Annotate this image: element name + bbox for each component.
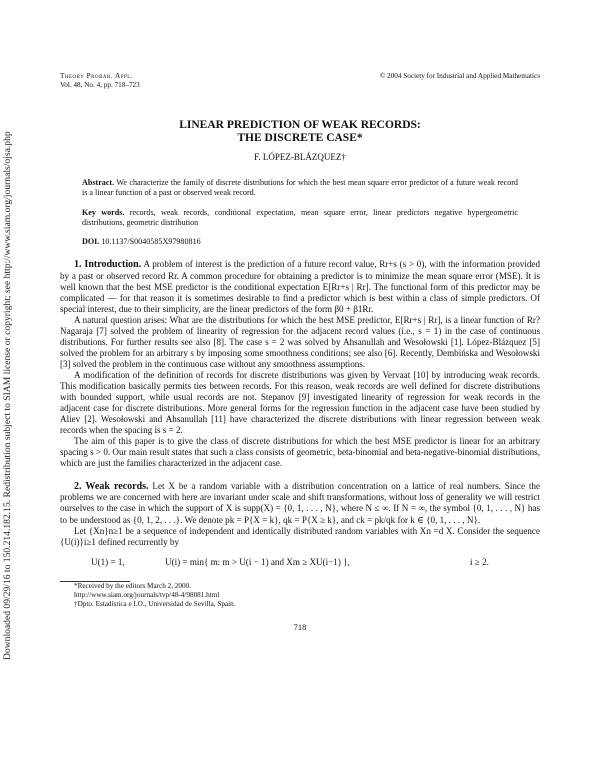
title-line-1: LINEAR PREDICTION OF WEAK RECORDS: <box>179 119 421 131</box>
title-line-2: THE DISCRETE CASE* <box>237 132 363 144</box>
intro-paragraph-1 <box>60 259 540 314</box>
journal-info <box>60 72 140 89</box>
intro-paragraph-3: A modification of the definition of records for discrete distributions was given by Vervaat [10] by introducing weak records. This modification basically permits ties between records. For this reason, weak records are well defined for discrete distributions with bounded support, while usual records are not. Stepanov [9] investigated linearity of regression for weak records in the adjacent case for discrete distributions. More general forms for the regression function in the adjacent case have been studied by Aliev [2]. Wesołowski and Ahsanullah [11] have characterized the discrete distributions with linear regression between weak records when the spacing is s = 2. <box>60 369 540 436</box>
keywords-text: records, weak records, conditional expectation, mean square error, linear predictors negative hypergeometric distributions, geometric distribution <box>82 207 518 227</box>
running-header <box>60 72 540 89</box>
footnote-url[interactable]: http://www.siam.org/journals/tvp/48-4/98081.html <box>74 590 220 599</box>
abstract <box>82 178 518 199</box>
page-number: 718 <box>293 621 307 632</box>
weak-records-paragraph-1-text: Let X be a random variable with a distribution concentration on a lattice of real numbers. Since the problems we are concerned with here are invariant under scale and shift transformations, without loss of generality we will restrict ourselves to the case in which the support of X is supp(X) = {0, 1, . . . , N}, where N ≤ ∞. If N = ∞, the symbol {0, 1, . . . , N} has to be understood as {0, 1, 2, . . .}. We denote pk = P{X = k}, qk = P{X ≥ k}, and ck = pk/qk for k ∈ {0, 1, . . . , N}. <box>60 481 540 525</box>
intro-paragraph-4: The aim of this paper is to give the class of discrete distributions for which the best MSE predictor is linear for an arbitrary spacing s > 0. Our main result states that such a class consists of geometric, beta-binomial and beta-negative-binomial distributions, which are just the families characterized in the adjacent case. <box>60 436 540 469</box>
abstract-text: We characterize the family of discrete distributions for which the best mean square error predictor of a future weak record is a linear function of a past or observed weak record. <box>82 178 518 198</box>
intro-paragraph-2: A natural question arises: What are the distributions for which the best MSE predictor, E[Rr+s | Rr], is a linear function of Rr? Nagaraja [7] solved the problem of linearity of regression for the adjacent record values (i.e., s = 1) in the case of continuous distributions. For further results see also [8]. The case s = 2 was solved by Ahsanullah and Wesołowski [1]. López-Blázquez [5] solved the problem for an arbitrary s by imposing some smoothness conditions; see also [6]. Recently, Dembińska and Wesołowski [3] solved the problem in the continuous case without any smoothness assumptions. <box>60 314 540 369</box>
paper-page <box>60 72 540 632</box>
paper-title <box>60 119 540 145</box>
doi-text: 10.1137/S0040585X97980816 <box>101 237 201 247</box>
author: F. LÓPEZ-BLÁZQUEZ† <box>254 152 346 162</box>
journal-volume: Vol. 48, No. 4, pp. 718–723 <box>60 80 140 89</box>
keywords-label: Key words. <box>82 207 125 217</box>
download-notice-text: Downloaded 09/29/16 to 150.214.182.15. Redistribution subject to SIAM license or copyright; see http://www.siam.org/journals/ojsa.php <box>2 131 13 660</box>
equation-left: U(1) = 1, <box>91 556 125 567</box>
section-1-heading: 1. Introduction. <box>74 259 142 271</box>
weak-records-paragraph-2: Let {Xn}n≥1 be a sequence of independent and identically distributed random variables with Xn =d X. Consider the sequence {U(i)}i≥1 defined recurrently by <box>60 525 540 547</box>
section-2-heading: 2. Weak records. <box>74 481 149 493</box>
download-notice-sidebar <box>0 40 16 660</box>
footnote-affiliation: †Dpto. Estadística e I.O., Universidad de Sevilla, Spain. <box>74 600 236 609</box>
journal-name: Theory Probab. Appl. <box>60 72 134 80</box>
recurrence-equation <box>91 556 540 568</box>
footnote-received: *Received by the editors March 2, 2000. <box>74 581 191 590</box>
equation-middle: U(i) = min{ m: m > U(i − 1) and Xm ≥ XU(i−1) }, <box>165 556 350 567</box>
equation-right: i ≥ 2. <box>470 556 489 567</box>
keywords <box>82 208 518 229</box>
doi <box>82 237 518 247</box>
intro-paragraph-1-text: A problem of interest is the prediction of a future record value, Rr+s (s > 0), with the information provided by a past or observed record Rr. A common procedure for obtaining a predictor is to minimize the mean square error (MSE). It is well known that the best MSE predictor is the conditional expectation E[Rr+s | Rr]. The functional form of this predictor may be complicated — for that reason it is sometimes desirable to find a predictor which is best within a class of simple predictors. Of special interest, due to their simplicity, are the linear predictors of the form β0 + β1Rr. <box>60 259 540 314</box>
copyright-notice: © 2004 Society for Industrial and Applied Mathematics <box>379 72 540 80</box>
abstract-label: Abstract. <box>82 178 115 187</box>
weak-records-paragraph-1 <box>60 481 540 525</box>
doi-label: DOI. <box>82 237 100 247</box>
